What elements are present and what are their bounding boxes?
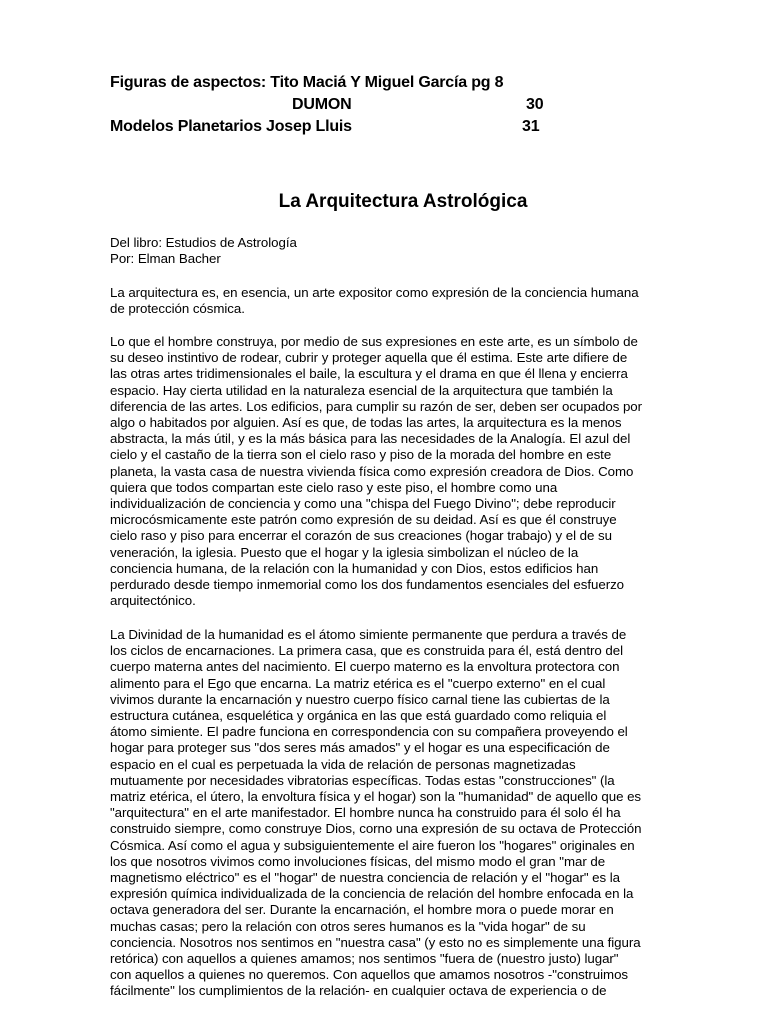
source-block — [110, 235, 692, 267]
source-book: Del libro: Estudios de Astrología — [110, 235, 297, 250]
source-author: Por: Elman Bacher — [110, 251, 221, 267]
paragraph-2 — [110, 334, 692, 609]
paragraph-text: La arquitectura es, en esencia, un arte expositor como expresión de la conciencia humana de protección cósmica. — [110, 285, 639, 317]
paragraph-text: Lo que el hombre construya, por medio de sus expresiones en este arte, es un símbolo de su deseo instintivo de rodear, cubrir y proteger aquella que él estima. Este arte difiere de las otras artes tridimensionales el baile, la escultura y el drama en que él llena y encierra espacio. Hay cierta utilidad en la naturaleza esencial de la arquitectura que también la diferencia de las artes. Los edificios, para cumplir su razón de ser, deben ser ocupados por algo o habitados por alguien. Así es que, de todas las artes, la arquitectura es la menos abstracta, la más útil, y es la más básica para las necesidades de la Analogía. El azul del cielo y el castaño de la tierra son el cielo raso y piso de la morada del hombre en este planeta, la vasta casa de nuestra vivienda física como expresión creadora de Dios. Como quiera que todos compartan este cielo raso y este piso, el hombre como una individualización de conciencia y como una "chispa del Fuego Divino"; debe reproducir microcósmicamente este patrón como expresión de su deidad. Así es que él construye cielo raso y piso para encerrar el corazón de sus creaciones (hogar trabajo) y el de su veneración, la iglesia. Puesto que el hogar y la iglesia simbolizan el núcleo de la conciencia humana, de la relación con la humanidad y con Dios, estos edificios han perdurado desde tiempo inmemorial como los dos fundamentos esenciales del esfuerzo arquitectónico. — [110, 334, 643, 609]
header-line-2-label: DUMON — [292, 96, 352, 113]
paragraph-1 — [110, 285, 692, 317]
header-line-3-page: 31 — [522, 118, 540, 135]
header-line-1: Figuras de aspectos: Tito Maciá Y Miguel García pg 8 — [110, 74, 504, 91]
paragraph-3 — [110, 627, 692, 1000]
page-title: La Arquitectura Astrológica — [278, 191, 528, 212]
header-line-3-label: Modelos Planetarios Josep Lluis — [110, 118, 352, 135]
header-line-2-page: 30 — [526, 96, 544, 113]
paragraph-text: La Divinidad de la humanidad es el átomo simiente permanente que perdura a través de los ciclos de encarnaciones. La primera casa, que es construida para él, está dentro del cuerpo materna antes del nacimiento. El cuerpo materno es la envoltura protectora con alimento para el Ego que encarna. La matriz etérica es el "cuerpo externo" en el cual vivimos durante la encarnación y nuestro cuerpo físico carnal tiene las cubiertas de la estructura cutánea, esquelética y orgánica en las que está guardado como reliquia el átomo simiente. El padre funciona en correspondencia con su compañera proveyendo el hogar para proteger sus "dos seres más amados" y el hogar es una especificación de espacio en el cual es perpetuada la vida de relación de personas magnetizadas mutuamente por necesidades vibratorias específicas. Todas estas "construcciones" (la matriz etérica, el útero, la envoltura física y el hogar) son la "humanidad" de aquello que es "arquitectura" en el arte manifestador. El hombre nunca ha construido para él solo él ha construido siempre, como construye Dios, corno una expresión de su octava de Protección Cósmica. Así como el agua y subsiguientemente el aire fueron los "hogares" originales en los que nosotros vivimos como involuciones físicas, del mismo modo el gran "mar de magnetismo eléctrico" es el "hogar" de nuestra conciencia de relación y el "hogar" es la expresión química individualizada de la conciencia de relación del hombre enfocada en la octava generadora del ser. Durante la encarnación, el hombre mora o puede morar en muchas casas; pero la relación con otros seres humanos es la "vida hogar" de su conciencia. Nosotros nos sentimos en "nuestra casa" (y esto no es simplemente una figura retórica) con aquellos a quienes amamos; nos sentimos "fuera de (nuestro justo) lugar" con aquellos a quienes no queremos. Con aquellos que amamos nosotros -"construimos fácilmente" los cumplimientos de la relación- en cualquier octava de experiencia o de — [110, 627, 642, 999]
